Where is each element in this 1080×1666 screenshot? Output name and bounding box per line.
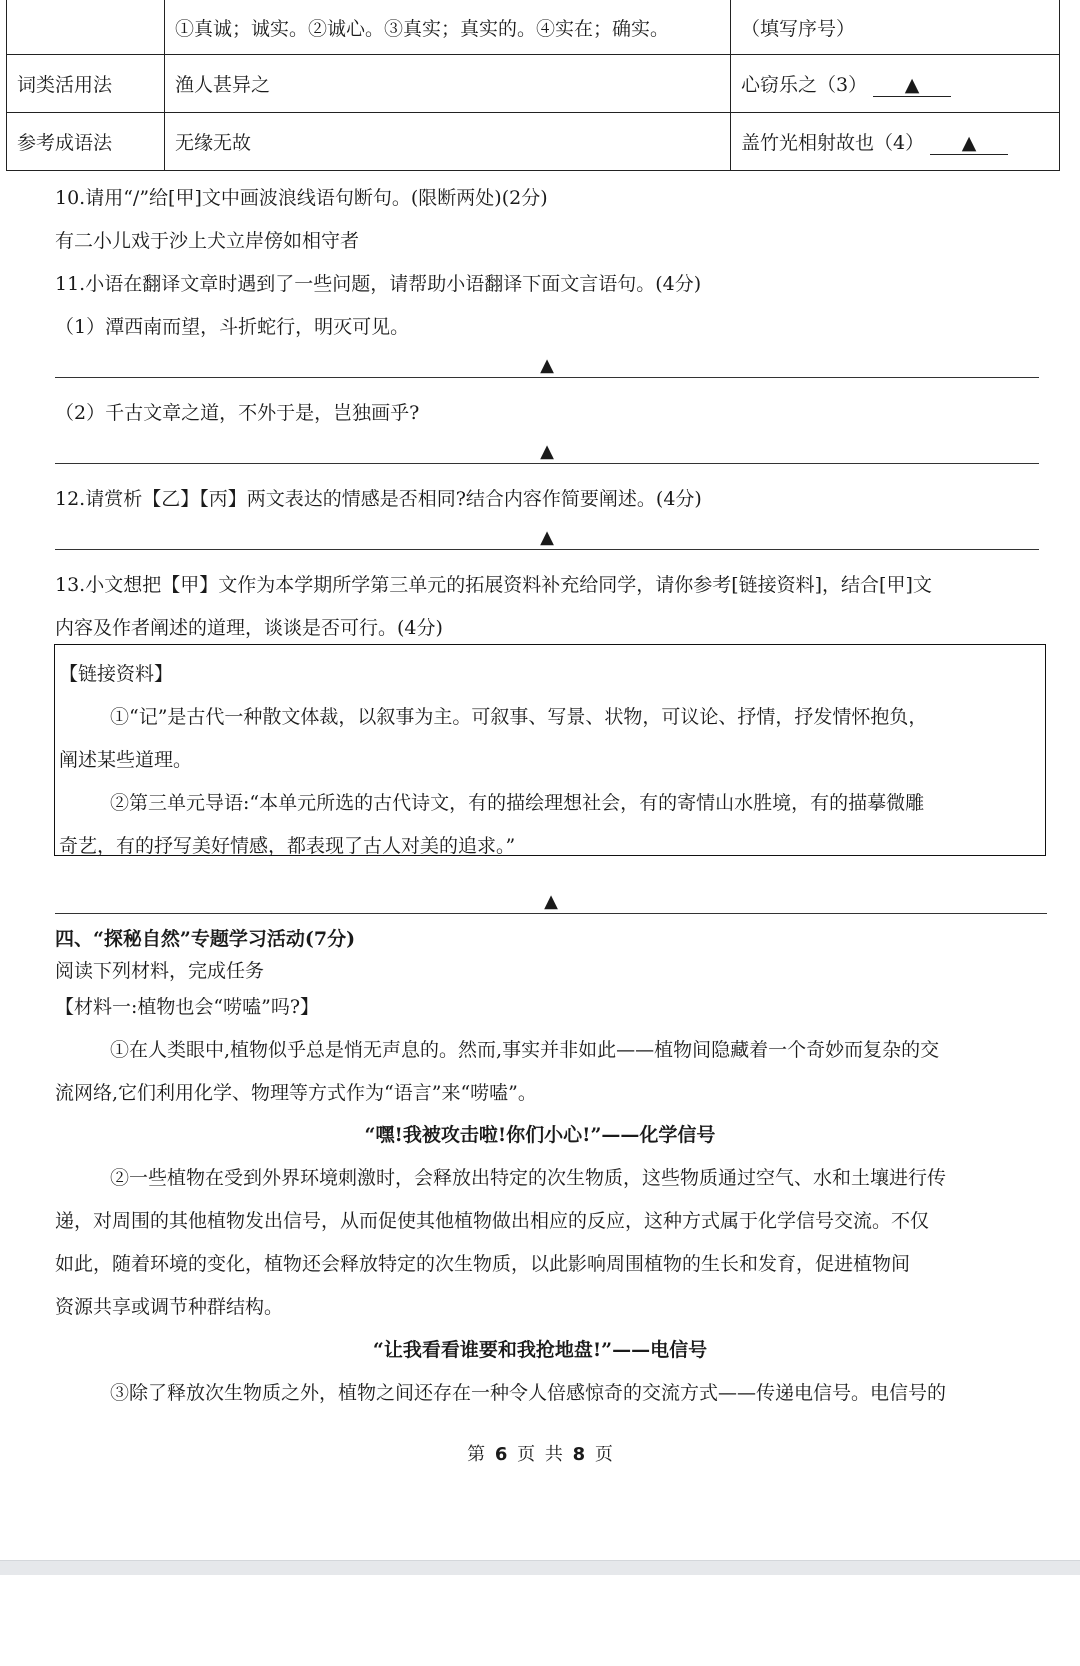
table-row xyxy=(7,113,1060,171)
answer-line[interactable]: ▲ xyxy=(55,891,1047,914)
table-cell: 无缘无故 xyxy=(165,113,731,171)
paragraph-cont: 流网络,它们利用化学、物理等方式作为“语言”来“唠嗑”。 xyxy=(55,1082,537,1104)
subheading: “嘿!我被攻击啦!你们小心!”——化学信号 xyxy=(364,1124,716,1146)
question-13-prompt-cont: 内容及作者阐述的道理，谈谈是否可行。(4分) xyxy=(55,617,443,639)
page-footer xyxy=(0,1440,1080,1466)
vocab-table xyxy=(6,0,1060,171)
link-material-box xyxy=(54,644,1046,856)
question-11-prompt: 11.小语在翻译文章时遇到了一些问题，请帮助小语翻译下面文言语句。(4分) xyxy=(55,273,702,295)
footer-text: 第 xyxy=(467,1444,486,1465)
viewer-scroll-divider xyxy=(0,1560,1080,1575)
table-cell: 渔人甚异之 xyxy=(165,55,731,113)
table-row xyxy=(7,0,1060,55)
question-10-sentence: 有二小儿戏于沙上犬立岸傍如相守者 xyxy=(55,230,360,252)
answer-line[interactable]: ▲ xyxy=(55,355,1039,378)
page-total: 8 xyxy=(572,1444,586,1465)
cell-text: 心窃乐之（3） xyxy=(741,74,868,96)
footer-text: 页 共 xyxy=(517,1444,563,1465)
section-heading: 四、“探秘自然”专题学习活动(7分) xyxy=(55,928,356,950)
box-paragraph: ①“记”是古代一种散文体裁，以叙事为主。可叙事、写景、状物，可议论、抒情，抒发情怀抱负， xyxy=(110,706,928,728)
box-paragraph-cont: 奇艺，有的抒写美好情感，都表现了古人对美的追求。” xyxy=(59,835,516,857)
question-12-prompt: 12.请赏析【乙】【丙】两文表达的情感是否相同?结合内容作简要阐述。(4分) xyxy=(55,488,702,510)
cell-text: 盖竹光相射故也（4） xyxy=(741,132,925,154)
page-number: 6 xyxy=(494,1444,508,1465)
answer-blank[interactable]: ▲ xyxy=(930,132,1008,155)
paragraph-cont: 资源共享或调节种群结构。 xyxy=(55,1296,284,1318)
paragraph: ②一些植物在受到外界环境刺激时，会释放出特定的次生物质，这些物质通过空气、水和土壤进行传 xyxy=(110,1167,947,1189)
answer-blank[interactable]: ▲ xyxy=(873,74,951,97)
question-11-item-2: （2）千古文章之道，不外于是，岂独画乎? xyxy=(55,402,420,424)
question-11-item-1: （1）潭西南而望，斗折蛇行，明灭可见。 xyxy=(55,316,410,338)
question-13-prompt: 13.小文想把【甲】文作为本学期所学第三单元的拓展资料补充给同学，请你参考[链接资料]，结合[甲]文 xyxy=(55,574,932,596)
table-cell xyxy=(731,113,1060,171)
table-row-label: 参考成语法 xyxy=(7,113,165,171)
table-cell xyxy=(7,0,165,55)
table-cell: （填写序号） xyxy=(731,0,1060,55)
table-row-label: 词类活用法 xyxy=(7,55,165,113)
table-row xyxy=(7,55,1060,113)
box-paragraph-cont: 阐述某些道理。 xyxy=(59,749,193,771)
subheading: “让我看看谁要和我抢地盘!”——电信号 xyxy=(372,1339,708,1361)
paragraph-cont: 递，对周围的其他植物发出信号，从而促使其他植物做出相应的反应，这种方式属于化学信号交流。不仅 xyxy=(55,1210,930,1232)
question-10-prompt: 10.请用“/”给[甲]文中画波浪线语句断句。(限断两处)(2分) xyxy=(55,187,548,209)
footer-text: 页 xyxy=(594,1444,613,1465)
material-title: 【材料一:植物也会“唠嗑”吗?】 xyxy=(55,996,320,1018)
box-title: 【链接资料】 xyxy=(59,663,174,685)
paragraph-cont: 如此，随着环境的变化，植物还会释放特定的次生物质，以此影响周围植物的生长和发育，促进植物间 xyxy=(55,1253,911,1275)
answer-line[interactable]: ▲ xyxy=(55,527,1039,550)
table-cell xyxy=(731,55,1060,113)
box-paragraph: ②第三单元导语:“本单元所选的古代诗文，有的描绘理想社会，有的寄情山水胜境，有的描摹微雕 xyxy=(110,792,925,814)
table-cell: ①真诚；诚实。②诚心。③真实；真实的。④实在；确实。 xyxy=(165,0,731,55)
section-instruction: 阅读下列材料，完成任务 xyxy=(55,960,265,982)
paragraph: ③除了释放次生物质之外，植物之间还存在一种令人倍感惊奇的交流方式——传递电信号。电信号的 xyxy=(110,1382,947,1404)
answer-line[interactable]: ▲ xyxy=(55,441,1039,464)
paragraph: ①在人类眼中,植物似乎总是悄无声息的。然而,事实并非如此——植物间隐藏着一个奇妙而复杂的交 xyxy=(110,1039,940,1061)
